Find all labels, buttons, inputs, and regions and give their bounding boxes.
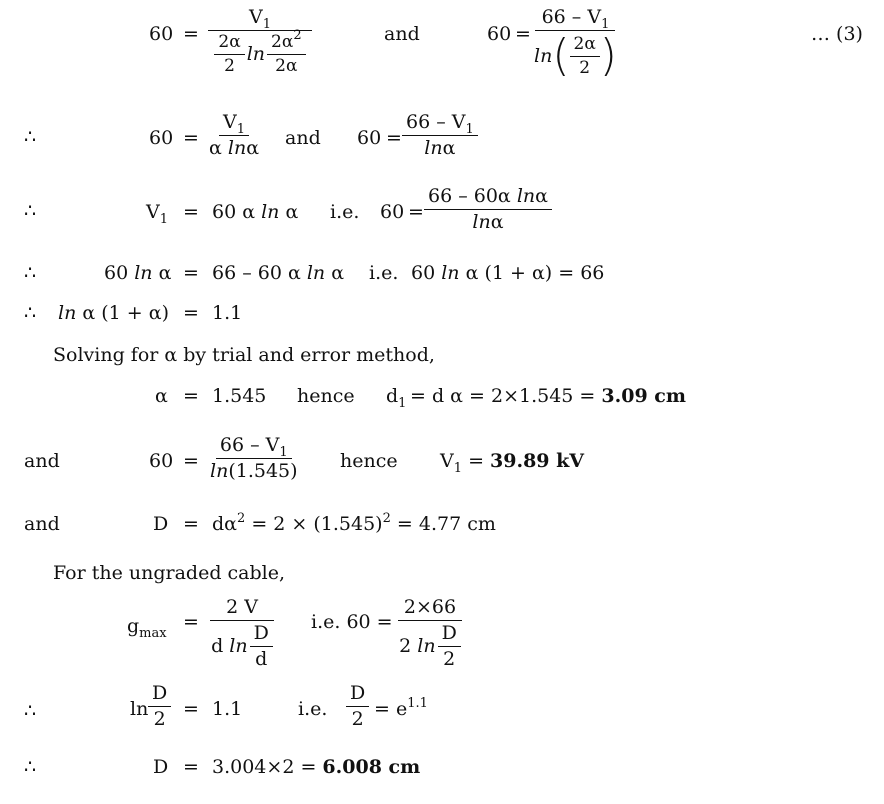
line7-num-sub: 1 (279, 445, 288, 460)
line6-val: 1.545 (212, 385, 267, 407)
line2-and: and (285, 127, 321, 149)
line4-lhs (104, 264, 171, 283)
eq3-b-open-paren: ( (552, 30, 570, 81)
line7-hence: hence (340, 450, 398, 472)
text-ungraded: For the ungraded cable, (53, 562, 286, 584)
therefore-symbol: ∴ (24, 126, 37, 148)
line7-lhs: 60 (149, 450, 174, 472)
line3-lhs (146, 201, 169, 227)
line4-ie: i.e. (369, 262, 399, 284)
line9-fraction-2 (398, 598, 462, 669)
line10-lhs-frac (148, 684, 171, 729)
line9-inner-num: D (250, 624, 273, 647)
line9-den-ln: ln (229, 635, 248, 657)
line6-equals: = (183, 385, 199, 407)
line2-lhs2: 60 (357, 127, 382, 149)
line4-rhs2-ln: ln (441, 262, 460, 284)
line4-rhs2 (411, 264, 604, 283)
line3-den-ln: ln (472, 211, 491, 233)
line4-rhs (212, 264, 344, 283)
line2-fraction-2 (402, 113, 478, 158)
line3-num-b: α (535, 185, 548, 207)
line7-num: 66 – V (219, 434, 280, 456)
line10-ie: i.e. (298, 698, 328, 720)
line10-ln: ln (130, 698, 149, 720)
line7-v1-eq: = (468, 450, 484, 472)
line9-equals: = (183, 611, 199, 633)
line8-rhs-c: = 4.77 cm (396, 513, 496, 535)
line9-den2-ln: ln (417, 635, 436, 657)
line3-lhs2: 60 (380, 201, 405, 223)
line3-lhs-v: V (146, 201, 160, 223)
line5-lhs (58, 304, 169, 323)
therefore-symbol: ∴ (24, 200, 37, 222)
line9-num2: 2×66 (398, 598, 462, 621)
line3-num-ln: ln (516, 185, 536, 207)
therefore-symbol: ∴ (24, 756, 37, 778)
line2-equals: = (183, 127, 199, 149)
line6-result: 3.09 cm (601, 385, 686, 407)
line9-num: 2 V (210, 598, 274, 621)
eq3-fraction-b (534, 6, 617, 81)
line8-equals: = (183, 513, 199, 535)
line10-frac (346, 684, 369, 729)
line2-num2-sub: 1 (465, 122, 474, 137)
line10-f-num: D (346, 684, 369, 707)
line2-den1-a: α (209, 137, 222, 159)
line3-ie: i.e. (330, 201, 360, 223)
line3-num: 66 – 60α (428, 185, 511, 207)
eq3-fraction-a (208, 8, 312, 75)
line11-lhs: D (153, 756, 169, 778)
line2-den1-ln: ln (227, 137, 247, 159)
therefore-symbol: ∴ (24, 302, 37, 324)
line2-num1-sub: 1 (236, 122, 246, 137)
line5-lhs-b: α (1 + α) (82, 302, 169, 324)
line4-rhs-b: α (331, 262, 345, 284)
line7-v1-sub: 1 (453, 461, 463, 476)
line10-lhs-num: D (148, 684, 171, 707)
eq3-equals-b: = (515, 23, 531, 45)
text-solving: Solving for α by trial and error method, (53, 344, 435, 366)
line8-rhs-a: dα (212, 513, 237, 535)
line3-rhs-b: α (285, 201, 299, 223)
line8-rhs (212, 511, 496, 535)
eq3-b-close-paren: ) (599, 30, 617, 81)
line8-lhs: D (153, 513, 169, 535)
line2-lhs: 60 (149, 127, 174, 149)
line4-rhs-a: 66 – 60 α (212, 262, 301, 284)
line11-rhs (212, 758, 420, 777)
eq3-lhs: 60 (149, 23, 174, 45)
line4-rhs2-b: α (1 + α) = 66 (465, 262, 605, 284)
line6-lhs: α (155, 385, 168, 407)
eq3-a-inner1-num: 2α (214, 34, 244, 55)
line9-g-sub: max (139, 626, 167, 641)
line3-rhs-ln: ln (261, 201, 280, 223)
line9-inner-frac-2 (438, 624, 461, 669)
line8-rhs-b: = 2 × (1.545) (251, 513, 383, 535)
line6-d1 (386, 385, 407, 411)
eq3-a-num-sub: 1 (262, 17, 271, 32)
line11-result: 6.008 cm (322, 756, 421, 778)
line10-f-den: 2 (351, 708, 364, 730)
line4-equals: = (183, 262, 199, 284)
line10-rhs: 1.1 (212, 698, 243, 720)
line2-num2: 66 – V (406, 111, 466, 133)
line5-lhs-ln: ln (58, 302, 77, 324)
line6-rhs (410, 387, 686, 406)
line5-rhs: 1.1 (212, 302, 243, 324)
eq3-b-num-sub: 1 (601, 17, 610, 32)
line6-d1-d: d (386, 385, 399, 407)
line7-fraction (210, 436, 298, 481)
line10-eq-e: = e (374, 698, 408, 720)
line3-lhs-sub: 1 (159, 212, 169, 227)
line8-and: and (24, 513, 60, 535)
eq3-and: and (384, 23, 420, 45)
eq3-b-inner-num: 2α (570, 36, 600, 57)
eq3-equals: = (183, 23, 199, 45)
line2-num1: V (223, 111, 237, 133)
line10-equals: = (183, 698, 199, 720)
line7-den-b: (1.545) (228, 460, 298, 482)
eq3-a-ln: ln (246, 43, 266, 65)
line10-exp (374, 696, 428, 720)
line9-ie: i.e. 60 = (311, 611, 393, 633)
line9-g: g (127, 615, 140, 637)
line9-den2-a: 2 (399, 635, 412, 657)
line4-lhs-ln: ln (134, 262, 153, 284)
line8-rhs-a-sup: 2 (237, 511, 246, 526)
line3-equals-2: = (408, 201, 424, 223)
eq3-a-inner2-sup: 2 (293, 28, 302, 43)
line11-rhs-text: 3.004×2 = (212, 756, 317, 778)
line9-inner-den: d (255, 648, 268, 670)
line5-equals: = (183, 302, 199, 324)
line6-rhs-text: = d α = 2×1.545 = (410, 385, 596, 407)
eq3-lhs-b: 60 (487, 23, 512, 45)
line7-den-ln: ln (210, 460, 229, 482)
line8-rhs-b-sup: 2 (382, 511, 391, 526)
line11-equals: = (183, 756, 199, 778)
equation-label: … (3) (811, 23, 863, 45)
eq3-a-num: V (248, 6, 263, 28)
line9-inner2-den: 2 (443, 648, 456, 670)
line3-rhs (212, 203, 298, 222)
line9-gmax (127, 615, 167, 641)
line7-and: and (24, 450, 60, 472)
line9-inner-frac (250, 624, 273, 669)
line3-equals: = (183, 201, 199, 223)
line7-v1 (440, 450, 585, 476)
line4-lhs-b: α (158, 262, 172, 284)
eq3-a-inner2 (267, 28, 306, 76)
eq3-b-num: 66 – V (541, 6, 602, 28)
line4-lhs-a: 60 (104, 262, 129, 284)
line4-rhs2-a: 60 (411, 262, 436, 284)
line10-lhs-den: 2 (153, 708, 166, 730)
eq3-a-inner2-num: 2α (271, 32, 294, 52)
line2-den1-b: α (246, 137, 260, 159)
eq3-a-inner1-den: 2 (224, 56, 235, 76)
therefore-symbol: ∴ (24, 700, 37, 722)
line3-fraction (424, 187, 552, 232)
line9-den-a: d (211, 635, 224, 657)
line2-equals-2: = (386, 127, 402, 149)
line4-rhs-ln: ln (306, 262, 326, 284)
line2-den2-ln: ln (424, 137, 443, 159)
eq3-b-inner-den: 2 (579, 57, 591, 78)
line10-e-sup: 1.1 (407, 696, 428, 711)
line3-den-b: α (490, 211, 504, 233)
eq3-a-inner2-den: 2α (275, 56, 298, 76)
line6-d1-sub: 1 (398, 396, 407, 411)
eq3-a-inner1 (214, 34, 244, 75)
line3-rhs-a: 60 α (212, 201, 256, 223)
line7-v1-v: V (440, 450, 454, 472)
eq3-b-ln: ln (534, 44, 553, 67)
therefore-symbol: ∴ (24, 262, 37, 284)
line7-result: 39.89 kV (490, 450, 585, 472)
line2-den2-b: α (442, 137, 456, 159)
line6-hence: hence (297, 385, 355, 407)
line9-fraction-1 (210, 598, 274, 669)
line2-fraction-1 (209, 113, 259, 158)
line9-inner2-num: D (438, 624, 461, 647)
eq3-b-inner (570, 33, 600, 78)
line7-equals: = (183, 450, 199, 472)
